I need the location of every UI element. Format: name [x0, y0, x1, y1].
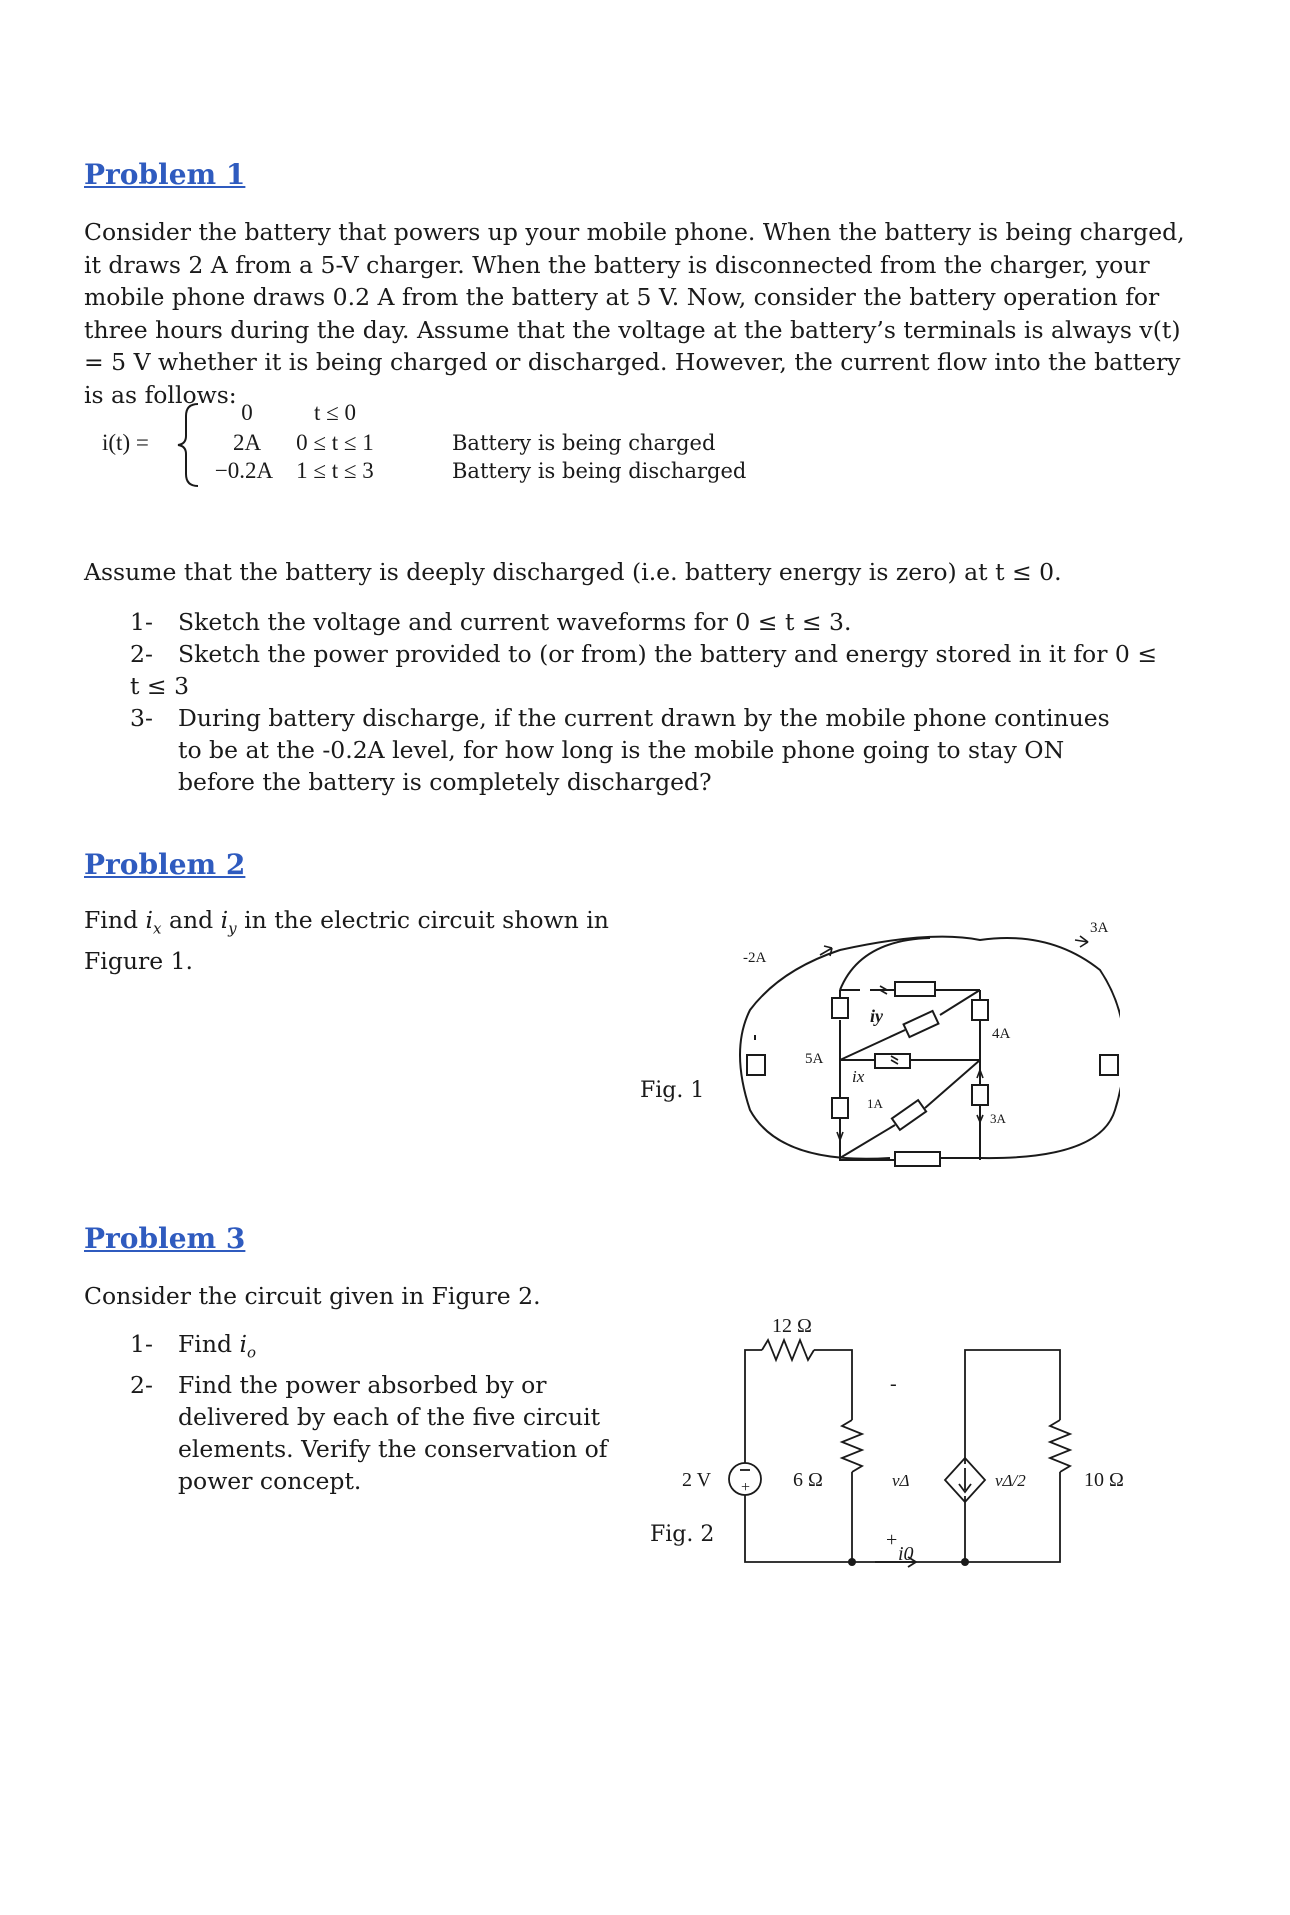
- list-item: [130, 1369, 650, 1497]
- brace-icon: [174, 400, 204, 490]
- element-left-upper: [832, 998, 848, 1018]
- dependent-arrow-icon: [959, 1468, 971, 1492]
- item-text: Find the power absorbed by or delivered by each of the five circuit elements. Verify the conservation of power concept.: [178, 1370, 608, 1495]
- item-number: 2-: [130, 1370, 153, 1399]
- label-1a: 1A: [867, 1096, 883, 1111]
- element-diag-upper: [904, 1011, 939, 1037]
- item-text: Sketch the voltage and current waveforms for 0 ≤ t ≤ 3.: [178, 608, 852, 636]
- label-plus: +: [886, 1529, 898, 1551]
- element-right-lower: [972, 1085, 988, 1105]
- eq-row2-condition: 0 ≤ t ≤ 1: [296, 430, 374, 455]
- label-r10: 10 Ω: [1084, 1469, 1124, 1491]
- item-text: Find: [178, 1330, 240, 1358]
- element-top: [895, 982, 935, 996]
- eq-row2-note: Battery is being charged: [452, 431, 716, 455]
- problem-1-assumption: Assume that the battery is deeply discharged (i.e. battery energy is zero) at t ≤ 0.: [84, 558, 1062, 586]
- outer-loop-wire: [740, 937, 1120, 1159]
- label-2v: 2 V: [682, 1469, 712, 1491]
- junction-dot: [848, 1558, 856, 1566]
- element-far-left: [747, 1055, 765, 1075]
- label-minus-2a: -2A: [743, 950, 767, 966]
- arrow-icon: [1075, 936, 1088, 947]
- label-4a: 4A: [992, 1026, 1011, 1042]
- label-3a-bottom: 3A: [990, 1111, 1006, 1126]
- left-rail-wire: [745, 1358, 965, 1562]
- problem-3-heading: Problem 3: [84, 1222, 246, 1255]
- source-plus: +: [741, 1479, 751, 1496]
- eq-row1-condition: t ≤ 0: [313, 400, 356, 425]
- resistor-12-zigzag: [762, 1340, 814, 1360]
- problem-3-list: [130, 1328, 650, 1497]
- item-number: 1-: [130, 608, 153, 636]
- label-3a-top: 3A: [1090, 920, 1109, 936]
- label-r12: 12 Ω: [772, 1315, 812, 1337]
- label-minus: -: [890, 1373, 897, 1395]
- problem-1-paragraph: Consider the battery that powers up your mobile phone. When the battery is being charged, it draws 2 A from a 5-V charger. When the battery is disconnected from the charger, your mobile phone draws 0.2 A from the battery at 5 V. Now, consider the battery operation for three hours during the day. Assume that the voltage at the battery’s terminals is always v(t) = 5 V whether it is being charged or discharged. However, the current flow into the battery is as follows:: [84, 218, 1185, 409]
- item-number: 3-: [130, 704, 153, 732]
- figure-2-circuit: [660, 1300, 1140, 1580]
- fig-1-caption: Fig. 1: [640, 1078, 705, 1103]
- top-left-wire: [745, 1350, 762, 1358]
- eq-row2-value: 2A: [232, 430, 262, 455]
- label-5a: 5A: [805, 1051, 824, 1067]
- list-item: [130, 638, 1170, 702]
- eq-row1-value: 0: [241, 400, 253, 425]
- ix-sub: x: [153, 919, 162, 938]
- resistor-6-zigzag: [842, 1420, 862, 1472]
- text-and: and: [161, 906, 221, 934]
- junction-dot: [961, 1558, 969, 1566]
- eq-row3-value: −0.2A: [214, 458, 274, 483]
- problem-2-heading: Problem 2: [84, 848, 246, 881]
- fig-2-caption: Fig. 2: [650, 1522, 715, 1547]
- right-frame-wire: [965, 1350, 1060, 1562]
- element-far-right: [1100, 1055, 1118, 1075]
- list-item: [130, 702, 1170, 798]
- top-mid-wire: [814, 1350, 852, 1420]
- element-right-upper: [972, 1000, 988, 1020]
- element-diag-lower: [892, 1100, 926, 1130]
- label-r6: 6 Ω: [793, 1469, 823, 1491]
- problem-1-list: [130, 606, 1170, 798]
- text-suffix: in the electric circuit shown in Figure 1.: [84, 906, 609, 976]
- list-item: [130, 1328, 650, 1369]
- current-equation: [84, 400, 784, 490]
- eq-row3-condition: 1 ≤ t ≤ 3: [296, 458, 374, 483]
- io-sub: o: [247, 1343, 257, 1362]
- label-ix: ix: [852, 1067, 865, 1086]
- label-dep: vΔ/2: [995, 1471, 1026, 1490]
- iy-var: i: [220, 906, 229, 934]
- label-io: i0: [898, 1543, 914, 1565]
- list-item: [130, 606, 1170, 638]
- problem-1-heading: Problem 1: [84, 158, 246, 191]
- ix-var: i: [145, 906, 154, 934]
- element-left-lower: [832, 1098, 848, 1118]
- io-var: i: [239, 1330, 248, 1358]
- text-prefix: Find: [84, 906, 146, 934]
- item-number: 2-: [130, 640, 153, 668]
- resistor-10-zigzag: [1050, 1420, 1070, 1472]
- eq-row3-note: Battery is being discharged: [452, 459, 747, 483]
- problem-3-intro: Consider the circuit given in Figure 2.: [84, 1282, 541, 1310]
- equation-lhs: i(t) =: [102, 430, 149, 455]
- problem-2-text: [84, 904, 684, 978]
- item-text: Sketch the power provided to (or from) the battery and energy stored in it for 0 ≤ t ≤ 3: [130, 640, 1158, 700]
- element-bottom: [895, 1152, 940, 1166]
- item-number: 1-: [130, 1330, 153, 1358]
- label-iy: iy: [870, 1006, 883, 1026]
- label-vdelta: vΔ: [892, 1471, 910, 1490]
- item-text: During battery discharge, if the current drawn by the mobile phone continues to be at the -0.2A level, for how long is the mobile phone going to stay ON before the battery is completely discharged?: [178, 704, 1110, 796]
- iy-sub: y: [228, 919, 237, 938]
- figure-1-circuit: [720, 910, 1120, 1180]
